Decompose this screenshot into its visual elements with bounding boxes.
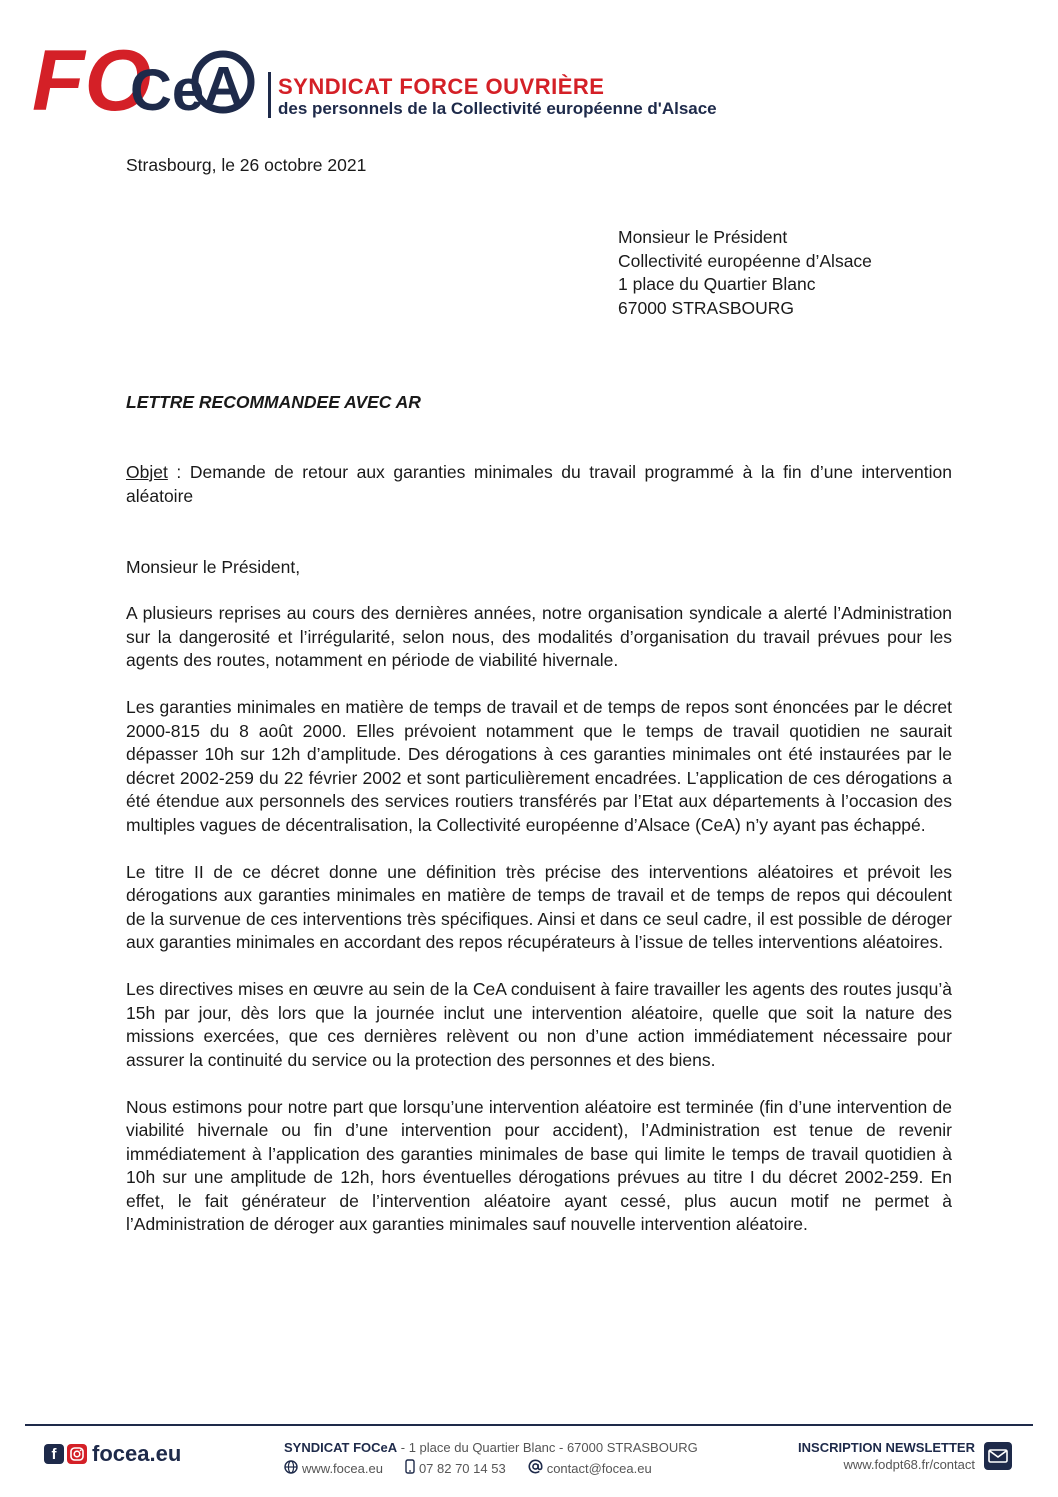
focea-logo: [30, 32, 260, 122]
subject-text: : Demande de retour aux garanties minimales du travail programmé à la fin d’une intervention aléatoire: [126, 462, 952, 506]
website-link[interactable]: www.focea.eu: [302, 1461, 383, 1476]
footer-address-text: - 1 place du Quartier Blanc - 67000 STRASBOURG: [397, 1440, 698, 1455]
recipient-line: Monsieur le Président: [618, 227, 788, 247]
salutation: Monsieur le Président,: [126, 557, 301, 577]
recipient-address: [618, 226, 978, 320]
email-contact[interactable]: [528, 1459, 652, 1478]
website-contact[interactable]: [284, 1459, 383, 1478]
newsletter-block: [770, 1440, 975, 1472]
focea-logo-graphic: [30, 32, 260, 122]
instagram-icon[interactable]: [67, 1444, 87, 1464]
body-paragraph: Nous estimons pour notre part que lorsqu’une intervention aléatoire est terminée (fin d’une intervention de viabilité hivernale ou fin d’une intervention pour accident), l’Administration est tenue de revenir immédiatement à l’application des garanties minimales de base qui limite le temps de travail quotidien à 10h sur une amplitude de 12h, hors éventuelles dérogations prévues au titre I du décret 2002-259. En effet, le fait générateur de l’intervention aléatoire ayant cessé, plus aucun motif ne permet à l’Administration de déroger aux garanties minimales sauf nouvelle intervention aléatoire.: [126, 1096, 952, 1234]
subject-label: Objet: [126, 462, 168, 482]
footer-contact-block: [284, 1440, 724, 1478]
body-paragraph: A plusieurs reprises au cours des dernières années, notre organisation syndicale a alerté l’Administration sur la dangerosité et l’irrégularité, selon nous, des modalités d’organisation du travail prévues pour les agents des routes, notamment en période de viabilité hivernale.: [126, 603, 952, 670]
recipient-line: 1 place du Quartier Blanc: [618, 274, 816, 294]
letter-body: [126, 602, 952, 1260]
recipient-line: 67000 STRASBOURG: [618, 297, 795, 318]
at-icon: [528, 1459, 543, 1478]
body-paragraph: Le titre II de ce décret donne une définition très précise des interventions aléatoires et prévoit les dérogations aux garanties minimales en matière de temps de travail et de temps de repos qui découlent de la survenue de ces interventions très spécifiques. Ainsi et dans ce seul cadre, il est possible de déroger aux garanties minimales en accordant des repos récupérateurs à l’issue de telles interventions aléatoires.: [126, 861, 952, 952]
body-paragraph: Les directives mises en œuvre au sein de la CeA conduisent à faire travailler les agents des routes jusqu’à 15h par jour, dès lors que la journée inclut une intervention aléatoire, quelle que soit la nature des missions exercées, que ces dernières relèvent ou non d’une action immédiatement nécessaire pour assurer la continuité du service ou la protection des personnes et des biens.: [126, 979, 952, 1070]
body-paragraph: Les garanties minimales en matière de temps de travail et de temps de repos sont énoncées par le décret 2000-815 du 8 août 2000. Elles prévoient notamment que le temps de travail quotidien ne saurait dépasser 10h sur 12h d’amplitude. Des dérogations à ces garanties minimales ont été instaurées par le décret 2002-259 du 22 février 2002 et sont particulièrement encadrées. L’application de ces dérogations a été étendue aux personnels des services routiers transférés par l’Etat aux départements à l’occasion des multiples vagues de décentralisation, la Collectivité européenne d’Alsace (CeA) n’y ayant pas échappé.: [126, 697, 952, 835]
phone-number[interactable]: 07 82 70 14 53: [418, 1461, 506, 1476]
social-links: [44, 1442, 181, 1466]
phone-contact[interactable]: [405, 1459, 506, 1478]
phone-icon: [405, 1459, 415, 1478]
email-link[interactable]: contact@focea.eu: [546, 1461, 652, 1476]
date-line: Strasbourg, le 26 octobre 2021: [126, 155, 367, 175]
globe-icon: [284, 1460, 298, 1478]
newsletter-title: INSCRIPTION NEWSLETTER: [798, 1440, 975, 1455]
subject-line: [126, 461, 952, 508]
site-name-link[interactable]: focea.eu: [92, 1441, 182, 1466]
svg-text:FO: FO: [32, 33, 152, 122]
footer-contacts: [284, 1459, 724, 1478]
facebook-icon[interactable]: f: [44, 1444, 64, 1464]
union-subtitle: des personnels de la Collectivité européenne d'Alsace: [278, 99, 717, 118]
recipient-line: Collectivité européenne d’Alsace: [618, 250, 872, 271]
header-divider: [268, 72, 271, 118]
footer-org-name: SYNDICAT FOCeA: [284, 1440, 398, 1455]
union-title: SYNDICAT FORCE OUVRIÈRE: [278, 74, 605, 99]
footer-address: [284, 1440, 724, 1455]
svg-text:A: A: [204, 56, 243, 116]
svg-text:Ce: Ce: [130, 58, 205, 122]
footer-divider: [25, 1424, 1033, 1426]
envelope-icon[interactable]: [984, 1442, 1012, 1470]
registered-mail-notice: LETTRE RECOMMANDEE AVEC AR: [126, 392, 421, 412]
newsletter-link[interactable]: www.fodpt68.fr/contact: [843, 1457, 975, 1472]
